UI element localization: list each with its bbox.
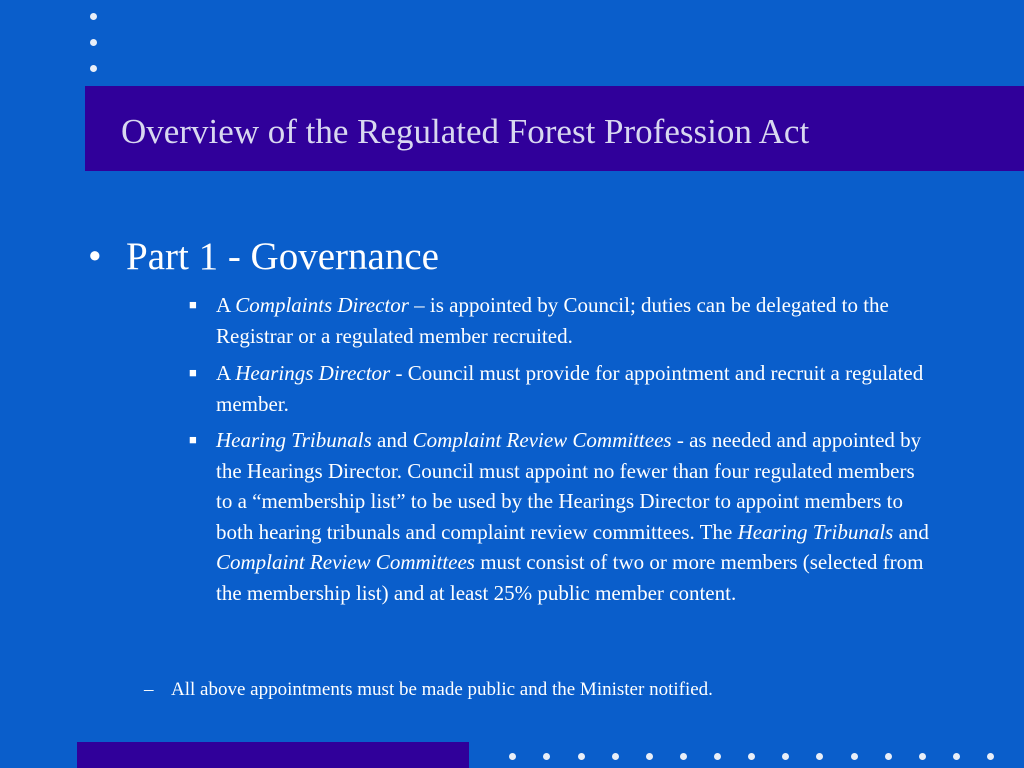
decor-dot bbox=[90, 13, 97, 20]
square-bullet-icon: ■ bbox=[189, 365, 197, 380]
decor-dot bbox=[90, 39, 97, 46]
dash-item-text: All above appointments must be made public and the Minister notified. bbox=[171, 679, 713, 700]
decor-dot bbox=[748, 753, 755, 760]
decor-dot bbox=[612, 753, 619, 760]
decor-dot bbox=[851, 753, 858, 760]
bottom-bar bbox=[77, 742, 469, 768]
dash-item bbox=[144, 676, 713, 704]
text-run: - as needed and appointed by the Hearings Director. Council must appoint no fewer than four regulated members to a “membership list” to be used by the Hearings Director to appoint members to both hearing tribunals and complaint review committees. The bbox=[216, 428, 922, 544]
text-run: and bbox=[371, 428, 413, 452]
decor-dot bbox=[578, 753, 585, 760]
slide-title: Overview of the Regulated Forest Profession Act bbox=[121, 112, 810, 151]
text-run-italic: Complaints Director bbox=[235, 293, 409, 317]
text-run: A bbox=[216, 293, 236, 317]
text-run: must consist of two or more members (selected from the membership list) and at least 25% public member content. bbox=[216, 550, 924, 605]
text-run-italic: Complaint Review Committees bbox=[412, 428, 672, 452]
heading-item bbox=[88, 234, 439, 279]
text-run-italic: Complaint Review Committees bbox=[216, 550, 475, 574]
decor-dot bbox=[680, 753, 687, 760]
decor-dot bbox=[714, 753, 721, 760]
decor-dot bbox=[543, 753, 550, 760]
text-run-italic: Hearings Director bbox=[235, 361, 391, 385]
heading-text: Part 1 - Governance bbox=[126, 235, 439, 278]
decor-dot bbox=[919, 753, 926, 760]
dash-bullet-icon: – bbox=[144, 679, 154, 700]
text-run: A bbox=[216, 361, 236, 385]
square-bullet-icon: ■ bbox=[189, 297, 197, 312]
text-run: and bbox=[893, 519, 929, 544]
decor-dot bbox=[90, 65, 97, 72]
decor-dot bbox=[953, 753, 960, 760]
decor-dot bbox=[885, 753, 892, 760]
bullet-hearings-director bbox=[189, 358, 929, 419]
bullet-complaints-director bbox=[189, 290, 929, 351]
decor-dot bbox=[509, 753, 516, 760]
decor-dot bbox=[816, 753, 823, 760]
text-run-italic: Hearing Tribunals bbox=[216, 428, 372, 452]
text-run-italic: Hearing Tribunals bbox=[737, 519, 894, 544]
text-run: - Council must provide for appointment and recruit a regulated member. bbox=[216, 361, 924, 416]
text-run: – is appointed by Council; duties can be delegated to the Registrar or a regulated member recruited. bbox=[216, 293, 889, 348]
bullet-text bbox=[216, 290, 929, 351]
square-bullet-icon: ■ bbox=[189, 432, 197, 447]
bullet-text bbox=[216, 358, 929, 419]
decor-dot bbox=[782, 753, 789, 760]
bullet-text bbox=[216, 425, 929, 608]
decor-dot bbox=[987, 753, 994, 760]
decor-dot bbox=[646, 753, 653, 760]
round-bullet-icon: • bbox=[88, 235, 102, 278]
bullet-tribunals-committees bbox=[189, 425, 929, 608]
